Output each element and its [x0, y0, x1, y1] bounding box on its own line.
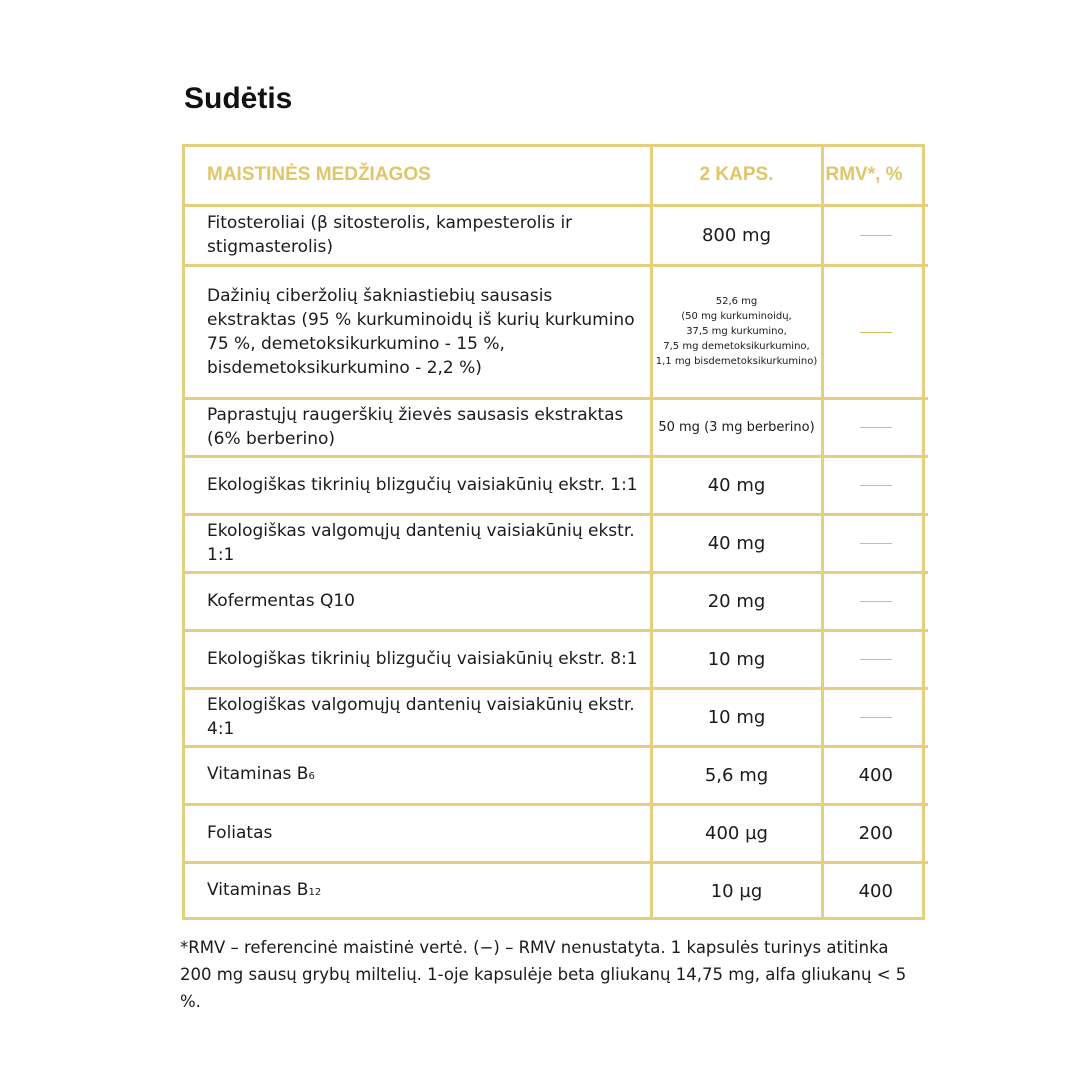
table-row: [185, 862, 928, 920]
table-row: [185, 572, 928, 630]
row-amount: 40 mg: [651, 456, 822, 514]
row-amount: 10 µg: [651, 862, 822, 920]
dash-icon: [860, 485, 892, 486]
dash-icon: [860, 601, 892, 602]
composition-table: [182, 144, 925, 920]
row-name: Ekologiškas valgomųjų dantenių vaisiakūnių ekstr. 4:1: [185, 688, 651, 746]
amount-line: (50 mg kurkuminoidų,: [681, 311, 792, 322]
amount-line: 37,5 mg kurkumino,: [686, 326, 787, 337]
dash-icon: [860, 717, 892, 718]
table-header-row: [185, 147, 928, 205]
row-name: Ekologiškas valgomųjų dantenių vaisiakūnių ekstr. 1:1: [185, 514, 651, 572]
row-name: Kofermentas Q10: [185, 572, 651, 630]
row-name-text: Vitaminas B: [207, 880, 309, 901]
header-nutrients: MAISTINĖS MEDŽIAGOS: [185, 147, 651, 205]
dash-icon: [860, 543, 892, 544]
row-name: [185, 862, 651, 920]
row-rmv: 400: [822, 746, 928, 804]
dash-icon: [860, 235, 892, 236]
row-rmv: [822, 630, 928, 688]
table-row: [185, 688, 928, 746]
row-amount: 50 mg (3 mg berberino): [651, 398, 822, 456]
row-amount: 10 mg: [651, 688, 822, 746]
row-rmv: [822, 265, 928, 398]
table-row: [185, 630, 928, 688]
row-name-subscript: 12: [308, 887, 322, 899]
row-amount: 10 mg: [651, 630, 822, 688]
table-row: [185, 804, 928, 862]
row-name: Ekologiškas tikrinių blizgučių vaisiakūnių ekstr. 1:1: [185, 456, 651, 514]
row-amount: 20 mg: [651, 572, 822, 630]
row-amount: 400 µg: [651, 804, 822, 862]
dash-icon: [860, 427, 892, 428]
row-rmv: 400: [822, 862, 928, 920]
dash-icon: [860, 659, 892, 660]
row-rmv: [822, 205, 928, 265]
table-row: [185, 398, 928, 456]
row-name: Fitosteroliai (β sitosterolis, kampesterolis ir stigmasterolis): [185, 205, 651, 265]
dash-icon: [860, 332, 892, 333]
amount-line: 52,6 mg: [715, 296, 758, 307]
header-rmv: RMV*, %: [822, 147, 928, 205]
header-amount: 2 KAPS.: [651, 147, 822, 205]
table-row: [185, 456, 928, 514]
table-row: [185, 205, 928, 265]
row-amount: 800 mg: [651, 205, 822, 265]
footnote: *RMV – referencinė maistinė vertė. (−) – RMV nenustatyta. 1 kapsulės turinys atitinka 200 mg sausų grybų miltelių. 1-oje kapsulėje beta gliukanų 14,75 mg, alfa gliukanų < 5 %.: [180, 938, 907, 1011]
row-name: Foliatas: [185, 804, 651, 862]
row-amount: [651, 265, 822, 398]
row-name-text: Vitaminas B: [207, 763, 309, 784]
row-name: Paprastųjų raugerškių žievės sausasis ekstraktas (6% berberino): [185, 398, 651, 456]
row-rmv: [822, 514, 928, 572]
amount-line: 1,1 mg bisdemetoksikurkumino): [655, 356, 818, 367]
row-rmv: [822, 398, 928, 456]
page-title: Sudėtis: [184, 82, 293, 115]
row-rmv: [822, 688, 928, 746]
row-amount: 5,6 mg: [651, 746, 822, 804]
row-name: Ekologiškas tikrinių blizgučių vaisiakūnių ekstr. 8:1: [185, 630, 651, 688]
table-row: [185, 265, 928, 398]
amount-line: 7,5 mg demetoksikurkumino,: [663, 341, 810, 352]
row-rmv: 200: [822, 804, 928, 862]
row-amount: 40 mg: [651, 514, 822, 572]
table-row: [185, 514, 928, 572]
row-name-subscript: 6: [308, 770, 315, 782]
row-rmv: [822, 572, 928, 630]
row-name: Dažinių ciberžolių šakniastiebių sausasis ekstraktas (95 % kurkuminoidų iš kurių kurkumino 75 %, demetoksikurkumino - 15 %, bisdemetoksikurkumino - 2,2 %): [185, 265, 651, 398]
row-name: [185, 746, 651, 804]
row-rmv: [822, 456, 928, 514]
table-row: [185, 746, 928, 804]
